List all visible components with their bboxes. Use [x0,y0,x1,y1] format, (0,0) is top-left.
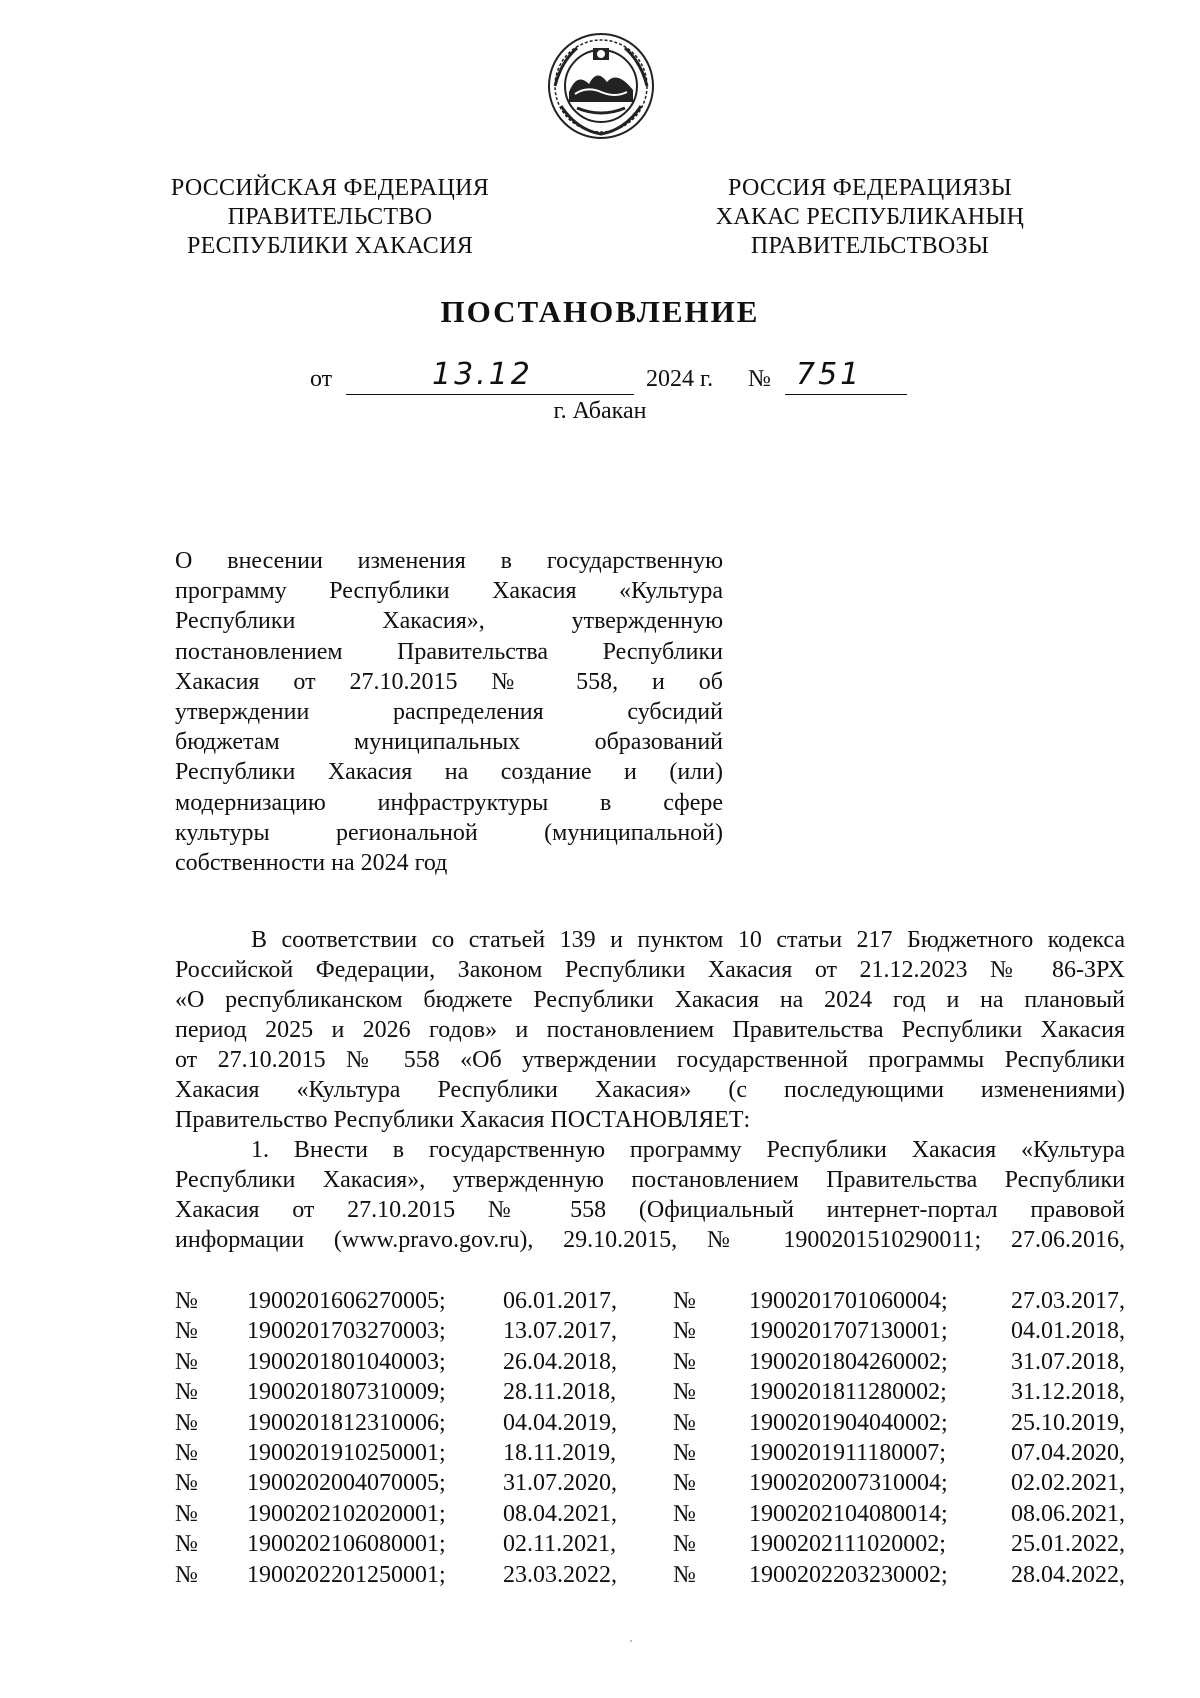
body-line: «О республиканском бюджете Республики Хакасия на 2024 год и на плановый [175,987,1125,1013]
registry-number: 1900201701060004; [749,1288,948,1314]
registry-date: 31.12.2018, [1011,1379,1125,1406]
registry-date: 25.10.2019, [1011,1409,1125,1436]
header-right [690,174,1050,261]
registry-date: 06.01.2017, [503,1288,617,1314]
registry-row [175,1501,1125,1531]
registry-row [175,1379,1125,1409]
number-sign: № [175,1531,198,1558]
body-line: период 2025 и 2026 годов» и постановлением Правительства Республики Хакасия [175,1017,1125,1043]
registry-date: 08.06.2021, [1011,1500,1125,1527]
registry-row [175,1288,1125,1318]
registry-date: 08.04.2021, [503,1500,617,1527]
number-sign: № [673,1288,696,1314]
registry-number: 1900201910250001; [247,1439,446,1466]
body-line: от 27.10.2015 № 558 «Об утверждении государственной программы Республики [175,1047,1125,1073]
subject-line: Хакасия от 27.10.2015 № 558, и об [175,668,723,695]
registry-number: 1900202007310004; [749,1470,948,1497]
registry-date: 25.01.2022, [1011,1531,1125,1558]
registry-number: 1900201606270005; [247,1288,446,1314]
body-line: В соответствии со статьей 139 и пунктом 10 статьи 217 Бюджетного кодекса [251,927,1125,953]
registry-numbers [175,1288,1125,1592]
registry-date: 27.03.2017, [1011,1288,1125,1314]
number-sign: № [175,1561,198,1588]
body-line: Республики Хакасия», утвержденную постановлением Правительства Республики [175,1167,1125,1193]
subject-line: Республики Хакасия на создание и (или) [175,759,723,786]
registry-number: 1900202102020001; [247,1500,446,1527]
number-sign: № [673,1409,696,1436]
body-line: 1. Внести в государственную программу Республики Хакасия «Культура [251,1137,1125,1163]
registry-date: 31.07.2018, [1011,1348,1125,1375]
body-line: Хакасия «Культура Республики Хакасия» (с последующими изменениями) [175,1077,1125,1103]
header-right-line: РОССИЯ ФЕДЕРАЦИЯЗЫ [728,175,1012,201]
subject-line: Республики Хакасия», утвержденную [175,608,723,635]
registry-number: 1900201804260002; [749,1348,948,1375]
number-sign: № [673,1470,696,1497]
registry-row [175,1531,1125,1561]
number-sign: № [673,1439,696,1466]
registry-date: 28.04.2022, [1011,1561,1125,1588]
header-right-line: ПРАВИТЕЛЬСТВОЗЫ [750,233,990,259]
number-sign: № [175,1318,198,1345]
registry-date: 13.07.2017, [503,1318,617,1345]
registry-date: 26.04.2018, [503,1348,617,1375]
registry-number: 1900202104080014; [749,1500,948,1527]
body-line: Правительство Республики Хакасия ПОСТАНОВЛЯЕТ: [175,1107,751,1133]
registry-row [175,1562,1125,1592]
header-right-line: ХАКАС РЕСПУБЛИКАНЫҢ [715,204,1025,230]
city-name: г. Абакан [553,398,647,424]
registry-date: 31.07.2020, [503,1470,617,1497]
registry-number: 1900202004070005; [247,1470,446,1497]
number-sign: № [673,1318,696,1345]
registry-row [175,1470,1125,1500]
date-year: 2024 г. [646,366,714,392]
registry-row [175,1410,1125,1440]
date-line [310,357,910,396]
number-sign: № [175,1348,198,1375]
number-sign: № [673,1500,696,1527]
registry-number: 1900201807310009; [247,1379,446,1406]
registry-number: 1900201801040003; [247,1348,446,1375]
registry-number: 1900202111020002; [749,1531,946,1558]
handwritten-number: 751 [796,357,863,392]
scan-speck [630,1640,632,1642]
coat-of-arms-emblem [547,32,655,140]
registry-number: 1900201911180007; [749,1439,946,1466]
registry-date: 18.11.2019, [503,1439,617,1466]
number-sign: № [175,1288,198,1314]
registry-date: 04.01.2018, [1011,1318,1125,1345]
date-prefix: от [310,366,333,392]
registry-number: 1900202201250001; [247,1561,446,1588]
registry-number: 1900201703270003; [247,1318,446,1345]
subject-line: О внесении изменения в государственную [175,548,723,574]
subject-line: культуры региональной (муниципальной) [175,819,723,846]
registry-date: 02.11.2021, [503,1531,617,1558]
body-text [175,925,1125,1255]
registry-number: 1900202203230002; [749,1561,948,1588]
number-sign: № [175,1500,198,1527]
number-sign: № [673,1379,696,1406]
document-title: ПОСТАНОВЛЕНИЕ [440,294,760,329]
header-left-line: ПРАВИТЕЛЬСТВО [227,204,433,230]
body-line: информации (www.pravo.gov.ru), 29.10.2015, № 1900201510290011; 27.06.2016, [175,1227,1125,1253]
emblem-icon [547,32,655,140]
registry-number: 1900201812310006; [247,1409,446,1436]
number-sign: № [175,1409,198,1436]
number-sign: № [673,1561,696,1588]
body-line: Хакасия от 27.10.2015 № 558 (Официальный интернет-портал правовой [175,1197,1125,1223]
registry-date: 28.11.2018, [503,1379,617,1406]
number-sign: № [175,1439,198,1466]
number-sign: № [175,1379,198,1406]
subject-line: постановлением Правительства Республики [175,638,723,665]
header-left-line: РЕСПУБЛИКИ ХАКАСИЯ [186,233,474,259]
subject-line: утверждении распределения субсидий [175,698,723,725]
subject-line: модернизацию инфраструктуры в сфере [175,789,723,816]
number-label: № [748,366,771,392]
body-line: Российской Федерации, Законом Республики Хакасия от 21.12.2023 № 86-ЗРХ [175,957,1125,983]
registry-number: 1900202106080001; [247,1531,446,1558]
number-sign: № [673,1348,696,1375]
subject-line: программу Республики Хакасия «Культура [175,578,723,605]
registry-number: 1900201707130001; [749,1318,948,1345]
number-underline [785,394,907,395]
registry-number: 1900201904040002; [749,1409,948,1436]
registry-date: 07.04.2020, [1011,1439,1125,1466]
subject-line: бюджетам муниципальных образований [175,729,723,756]
registry-row [175,1318,1125,1348]
header-left-line: РОССИЙСКАЯ ФЕДЕРАЦИЯ [170,175,490,201]
registry-date: 04.04.2019, [503,1409,617,1436]
number-sign: № [175,1470,198,1497]
handwritten-date: 13.12 [432,357,533,392]
registry-date: 23.03.2022, [503,1561,617,1588]
registry-date: 02.02.2021, [1011,1470,1125,1497]
subject-line: собственности на 2024 год [175,849,448,876]
registry-row [175,1440,1125,1470]
number-sign: № [673,1531,696,1558]
date-underline [346,394,634,395]
header-left [150,174,510,261]
registry-row [175,1349,1125,1379]
subject-block [175,546,723,878]
registry-number: 1900201811280002; [749,1379,947,1406]
